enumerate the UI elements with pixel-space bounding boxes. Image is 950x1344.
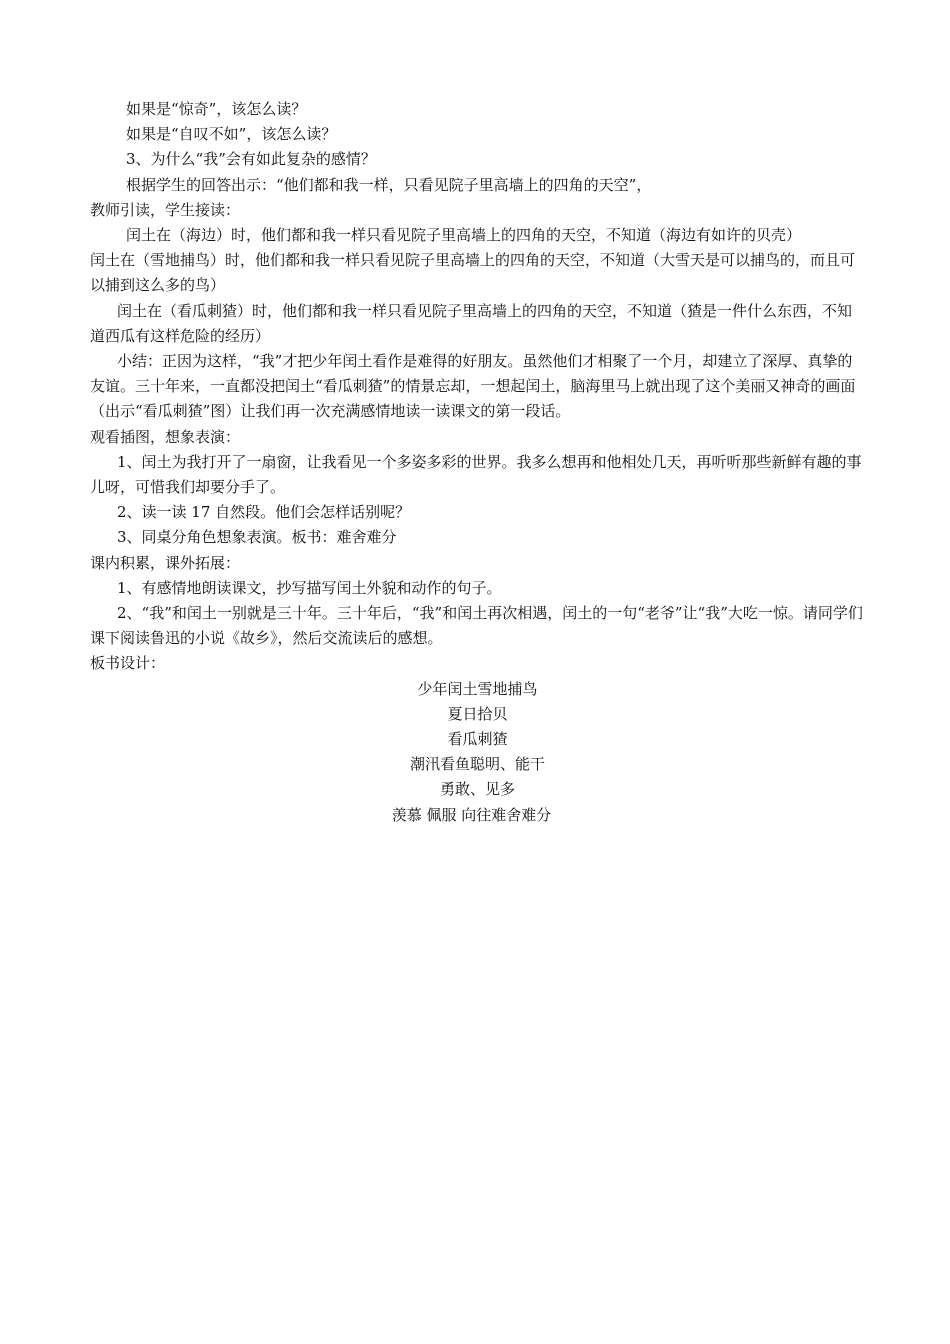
paragraph: 根据学生的回答出示：“他们都和我一样，只看见院子里高墙上的四角的天空”， — [126, 175, 652, 194]
board-design — [90, 677, 865, 828]
paragraph: 2、“我”和闰土一别就是三十年。三十年后，“我”和闰土再次相遇，闰土的一句“老爷”让“我”大吃一惊。请同学们课下阅读鲁迅的小说《故乡》，然后交流读后的感想。 — [90, 604, 863, 648]
paragraph: 3、为什么“我”会有如此复杂的感情？ — [126, 150, 376, 169]
paragraph: 教师引读，学生接读： — [90, 200, 241, 219]
paragraph: 闰土在（雪地捕鸟）时，他们都和我一样只看见院子里高墙上的四角的天空，不知道（大雪天是可以捕鸟的，而且可以捕到这么多的鸟） — [90, 251, 856, 295]
paragraph: 闰土在（看瓜刺猹）时，他们都和我一样只看见院子里高墙上的四角的天空，不知道（猹是一件什么东西，不知道西瓜有这样危险的经历） — [90, 301, 853, 345]
board-line: 勇敢、见多 — [439, 780, 515, 799]
paragraph: 1、有感情地朗读课文，抄写描写闰土外貌和动作的句子。 — [117, 578, 502, 597]
section-heading: 板书设计： — [90, 654, 166, 673]
paragraph: 如果是“自叹不如”，该怎么读？ — [126, 125, 337, 144]
paragraph: 闰土在（海边）时，他们都和我一样只看见院子里高墙上的四角的天空，不知道（海边有如许的贝壳） — [126, 226, 802, 245]
board-line: 少年闰土雪地捕鸟 — [417, 679, 538, 698]
paragraph: 2、读一读 17 自然段。他们会怎样话别呢？ — [117, 503, 411, 522]
section-heading: 观看插图，想象表演： — [90, 427, 241, 446]
board-line: 夏日拾贝 — [447, 704, 508, 723]
board-line: 看瓜刺猹 — [447, 730, 508, 749]
lesson-plan-body — [90, 97, 865, 828]
paragraph: 1、闰土为我打开了一扇窗，让我看见一个多姿多彩的世界。我多么想再和他相处几天，再听听那些新鲜有趣的事儿呀，可惜我们却要分手了。 — [90, 452, 862, 497]
paragraph: 3、同桌分角色想象表演。板书：难舍难分 — [117, 528, 397, 547]
paragraph: 如果是“惊奇”，该怎么读？ — [126, 100, 307, 118]
board-line: 羡慕 佩服 向往难舍难分 — [391, 805, 552, 824]
board-line: 潮汛看鱼聪明、能干 — [409, 755, 545, 774]
paragraph: 小结：正因为这样，“我”才把少年闰土看作是难得的好朋友。虽然他们才相聚了一个月，却建立了深厚、真挚的友谊。三十年来，一直都没把闰土“看瓜刺猹”的情景忘却，一想起闰土，脑海里马上就出现了这个美丽又神奇的画面（出示“看瓜刺猹”图）让我们再一次充满感情地读一读课文的第一段话。 — [90, 352, 856, 421]
section-heading: 课内积累，课外拓展： — [90, 553, 241, 572]
